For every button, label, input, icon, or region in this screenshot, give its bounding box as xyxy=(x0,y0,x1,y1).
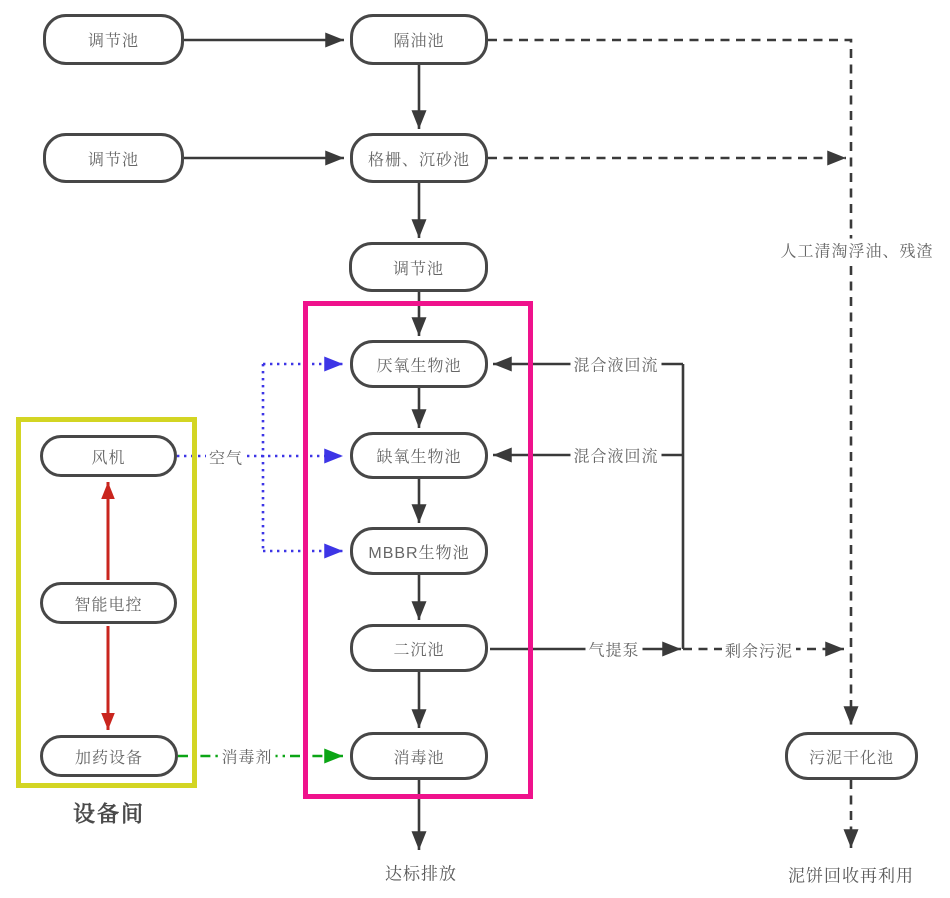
node-dosing-equipment: 加药设备 xyxy=(40,735,178,777)
label-disinfectant: 消毒剂 xyxy=(218,745,275,768)
conn-oil-skim-dashed xyxy=(488,40,851,725)
node-regulating-tank-2: 调节池 xyxy=(43,133,184,183)
node-disinfection-tank: 消毒池 xyxy=(350,732,488,780)
node-secondary-sedimentation-tank: 二沉池 xyxy=(350,624,488,672)
node-anoxic-tank: 缺氧生物池 xyxy=(350,432,488,479)
node-fan: 风机 xyxy=(40,435,177,477)
label-mixed-liquor-return-1: 混合液回流 xyxy=(570,353,661,376)
node-anaerobic-tank: 厌氧生物池 xyxy=(350,340,488,388)
node-sludge-drying-tank: 污泥干化池 xyxy=(785,732,918,780)
label-air: 空气 xyxy=(206,446,246,469)
label-excess-sludge: 剩余污泥 xyxy=(722,639,796,662)
label-equipment-room: 设备间 xyxy=(72,801,146,827)
label-air-lift-pump: 气提泵 xyxy=(585,638,642,661)
label-discharge: 达标排放 xyxy=(385,864,457,884)
label-mud-cake-reuse: 泥饼回收再利用 xyxy=(788,866,914,886)
node-regulating-tank-1: 调节池 xyxy=(43,14,184,65)
node-grid-grit-tank: 格栅、沉砂池 xyxy=(350,133,488,183)
label-mixed-liquor-return-2: 混合液回流 xyxy=(570,444,661,467)
node-oil-separation-tank: 隔油池 xyxy=(350,14,488,65)
label-manual-cleanup: 人工清淘浮油、残渣 xyxy=(777,239,936,262)
node-smart-control: 智能电控 xyxy=(40,582,177,624)
node-mbbr-tank: MBBR生物池 xyxy=(350,527,488,575)
node-regulating-tank-3: 调节池 xyxy=(349,242,488,292)
